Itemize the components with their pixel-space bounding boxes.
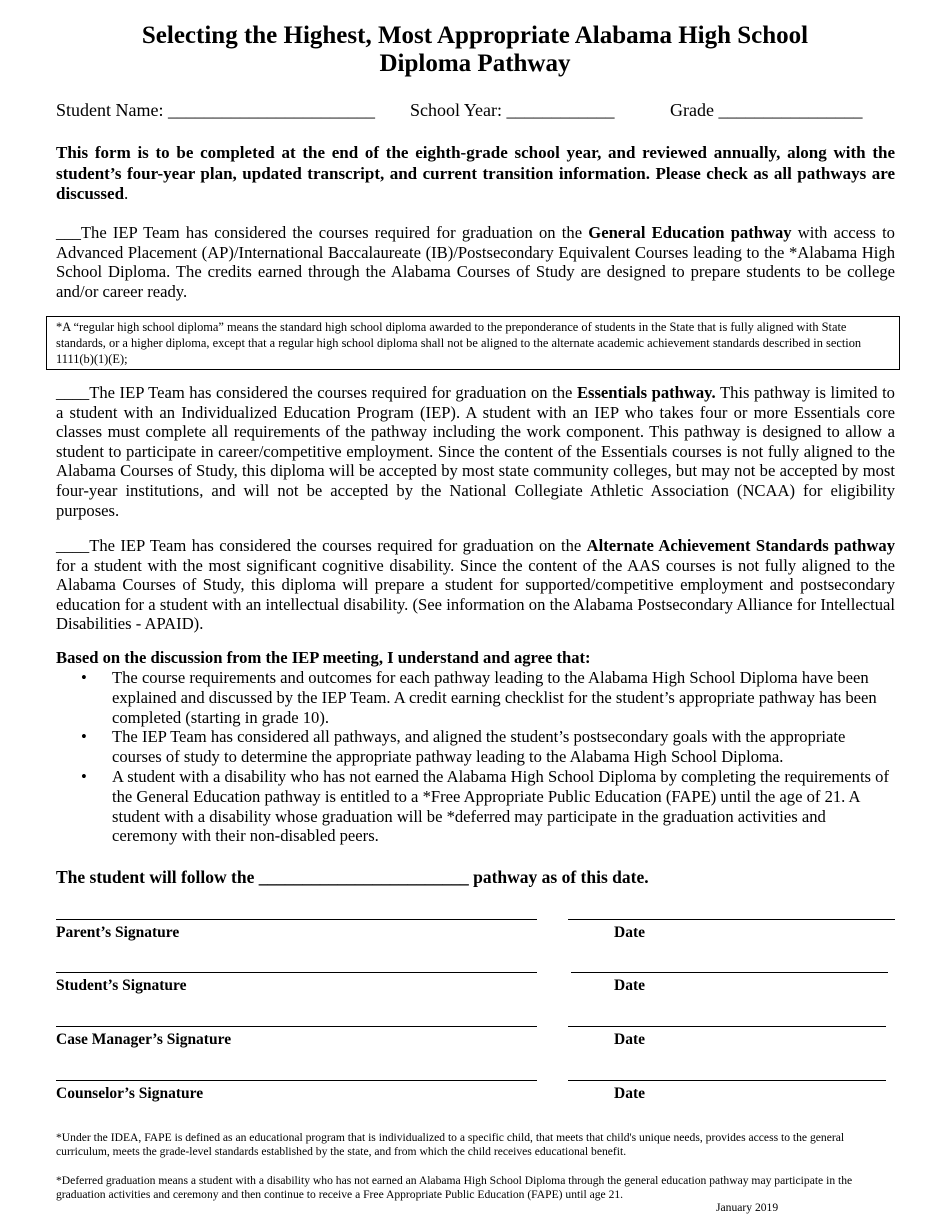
essentials-text-start: The IEP Team has considered the courses required for graduation on the [89,383,577,402]
essentials-text-end: This pathway is limited to a student with an Individualized Education Program (IEP). A student with an IEP who takes four or more Essentials core classes must complete all requirements of the pathway including the work component. This pathway is designed to allow a student to participate in career/competitive employment. Since the content of the Essentials courses is not fully aligned to the Alabama Courses of Study, this diploma will be accepted by most state community colleges, but may not be accepted by most four-year institutions, and will not be accepted by the National Collegiate Athletic Association (NCAA) for eligibility purposes. [56,383,895,520]
student-name-field[interactable]: Student Name: _______________________ [56,100,375,120]
page-title-line-1: Selecting the Highest, Most Appropriate Alabama High School [141,22,809,49]
agreement-item [56,727,895,767]
essentials-pathway-name: Essentials pathway. [576,383,716,402]
general-education-pathway-option [56,223,895,301]
case-manager-date-line[interactable] [568,1026,886,1027]
agreement-item [56,668,895,727]
general-education-checkbox-blank[interactable]: ___ [56,223,81,242]
bullet-icon: • [81,766,87,786]
fape-footnote: *Under the IDEA, FAPE is defined as an educational program that is individualized to a specific child, that meets that child's unique needs, provides access to the general curriculum, meets the grade-level standards established by the state, and from which the child receives educational benefit. [56,1131,845,1158]
counselor-date-line[interactable] [568,1080,886,1081]
form-instructions-text: This form is to be completed at the end of the eighth-grade school year, and reviewed annually, along with the student’s four-year plan, updated transcript, and current transition information. Please check as all pathways are discussed [56,143,895,203]
case-manager-signature-label: Case Manager’s Signature [56,1031,232,1048]
agreement-item-text: The IEP Team has considered all pathways, and aligned the student’s postsecondary goals with the appropriate courses of study to determine the appropriate pathway leading to the Alabama High School Diploma. [112,727,846,767]
school-year-field[interactable]: School Year: ____________ [410,100,615,120]
general-education-text-start: The IEP Team has considered the courses required for graduation on the [80,223,589,242]
case-manager-date-label: Date [614,1031,645,1048]
page-title-line-2: Diploma Pathway [379,50,571,77]
parent-signature-line[interactable] [56,919,537,920]
agreement-list [56,668,895,846]
form-instructions-period: . [124,184,129,203]
case-manager-signature-line[interactable] [56,1026,537,1027]
agreement-heading: Based on the discussion from the IEP meeting, I understand and agree that: [56,648,591,667]
alternate-text-end: for a student with the most significant cognitive disability. Since the content of the AAS courses is not fully aligned to the Alabama Courses of Study, this diploma will prepare a student for supported/competitive employment and postsecondary education for a student with an intellectual disability. (See information on the Alabama Postsecondary Alliance for Intellectual Disabilities - APAID). [56,555,895,634]
student-date-label: Date [614,977,645,994]
counselor-date-label: Date [614,1085,645,1102]
general-education-pathway-name: General Education pathway [588,223,792,242]
counselor-signature-label: Counselor’s Signature [56,1085,204,1102]
bullet-icon: • [81,668,87,687]
essentials-pathway-option [56,383,895,520]
pathway-selection-field[interactable]: The student will follow the ________________________ pathway as of this date. [56,867,649,887]
essentials-checkbox-blank[interactable]: ____ [56,383,90,402]
form-instructions [56,143,895,205]
parent-signature-label: Parent’s Signature [56,924,180,941]
deferred-graduation-footnote: *Deferred graduation means a student with a disability who has not earned an Alabama High School Diploma through the general education pathway may participate in the graduation activities and ceremony and then continue to receive a Free Appropriate Public Education (FAPE) until age 21. [56,1174,853,1201]
counselor-signature-line[interactable] [56,1080,537,1081]
student-signature-label: Student’s Signature [56,977,187,994]
agreement-item [56,767,895,846]
parent-date-line[interactable] [568,919,895,920]
agreement-item-text: A student with a disability who has not earned the Alabama High School Diploma by completing the requirements of the General Education pathway is entitled to a *Free Appropriate Public Education (FAPE) until the age of 21. A student with a disability whose graduation will be *deferred may participate in the graduation activities and ceremony with their non-disabled peers. [112,766,889,846]
alternate-achievement-pathway-option [56,536,895,634]
bullet-icon: • [81,727,87,747]
alternate-text-start: The IEP Team has considered the courses required for graduation on the [89,536,587,555]
regular-diploma-definition-box: *A “regular high school diploma” means the standard high school diploma awarded to the preponderance of students in the State that is fully aligned with State standards, or a higher diploma, except that a regular high school diploma shall not be aligned to the alternate academic achievement standards described in section 1111(b)(1)(E); [46,316,900,370]
agreement-item-text: The course requirements and outcomes for each pathway leading to the Alabama High School Diploma have been explained and discussed by the IEP Team. A credit earning checklist for the student’s appropriate pathway has been completed (starting in grade 10). [112,668,877,727]
alternate-pathway-name: Alternate Achievement Standards pathway [586,536,895,555]
student-date-line[interactable] [571,972,888,973]
page-title [0,22,950,78]
parent-date-label: Date [614,924,645,941]
general-education-text-end: with access to Advanced Placement (AP)/International Baccalaureate (IB)/Postsecondary Equivalent Courses leading to the *Alabama High School Diploma. The credits earned through the Alabama Courses of Study are designed to prepare students to be college and/or career ready. [56,223,895,301]
grade-field[interactable]: Grade ________________ [670,100,863,120]
alternate-checkbox-blank[interactable]: ____ [56,536,90,555]
revision-date: January 2019 [716,1201,779,1214]
student-signature-line[interactable] [56,972,537,973]
